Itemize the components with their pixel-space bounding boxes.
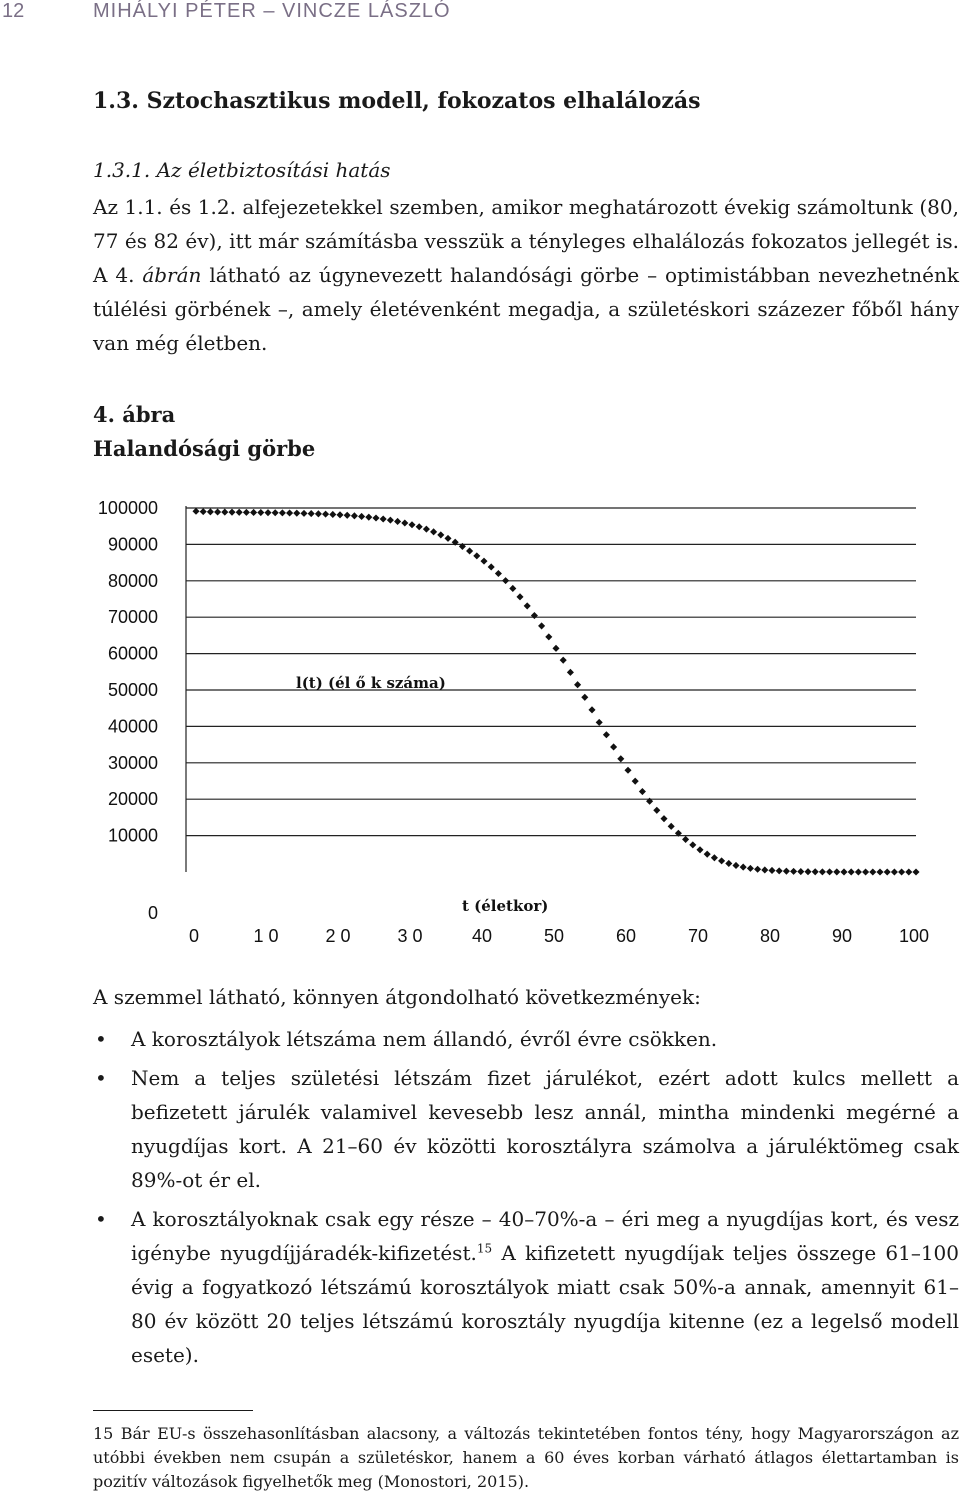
x-tick-label: 2 0 (325, 926, 351, 946)
list-item-text (131, 1207, 959, 1367)
data-point (812, 868, 819, 875)
bullet-icon: • (95, 1027, 107, 1051)
y-tick-label: 90000 (107, 534, 158, 555)
data-point (552, 645, 559, 652)
y-tick-label: 10000 (107, 825, 158, 846)
x-tick-label: 70 (687, 926, 709, 946)
data-point (891, 868, 898, 875)
y-tick-label: 50000 (107, 680, 158, 700)
data-point (740, 864, 747, 871)
x-tick-label: 1 0 (253, 926, 279, 946)
data-point (610, 743, 617, 750)
data-point (718, 857, 725, 864)
x-tick-label: 60 (615, 926, 637, 946)
x-tick-label: 50 (543, 926, 565, 946)
series-annotation: l(t) (él ő k száma) (296, 674, 446, 692)
data-point (617, 755, 624, 762)
data-point (797, 868, 804, 875)
data-point (869, 868, 876, 875)
data-point (754, 866, 761, 873)
data-point (761, 866, 768, 873)
data-point (819, 868, 826, 875)
data-point (653, 807, 660, 814)
y-tick-label: 0 (147, 903, 158, 923)
data-point (430, 528, 437, 535)
data-point (912, 868, 919, 875)
data-point (581, 694, 588, 701)
data-point (596, 719, 603, 726)
data-point (264, 509, 271, 516)
data-point (545, 633, 552, 640)
footnote-ref[interactable]: 15 (476, 1241, 493, 1256)
data-point (502, 577, 509, 584)
intro-paragraph (93, 190, 959, 360)
data-point (272, 509, 279, 516)
data-point (711, 854, 718, 861)
data-point (624, 767, 631, 774)
y-tick-label: 60000 (107, 643, 158, 664)
data-point (236, 509, 243, 516)
footnote-rule (93, 1410, 253, 1411)
data-point (466, 547, 473, 554)
data-point (250, 509, 257, 516)
data-point (725, 860, 732, 867)
data-point (884, 868, 891, 875)
data-point (524, 602, 531, 609)
data-point (567, 669, 574, 676)
data-point (473, 552, 480, 559)
data-point (365, 514, 372, 521)
data-point (639, 788, 646, 795)
y-tick-label: 80000 (107, 570, 158, 591)
data-point (351, 512, 358, 519)
list-item-text: A korosztályok létszáma nem állandó, évről évre csökken. (131, 1027, 718, 1051)
data-point (192, 508, 199, 515)
data-point (322, 511, 329, 518)
page-number: 12 (2, 0, 25, 22)
x-tick-label: 90 (831, 926, 853, 946)
data-point (444, 535, 451, 542)
section-title: 1.3. Sztochasztikus modell, fokozatos elhalálozás (93, 88, 701, 114)
data-point (826, 868, 833, 875)
x-axis-annotation: t (életkor) (462, 897, 549, 915)
list-item (93, 1202, 959, 1372)
data-point (804, 868, 811, 875)
data-point (833, 868, 840, 875)
data-point (286, 509, 293, 516)
x-tick-label: 3 0 (397, 926, 423, 946)
data-point (329, 511, 336, 518)
data-point (790, 868, 797, 875)
data-point (682, 836, 689, 843)
y-tick-label: 70000 (107, 607, 158, 628)
data-point (776, 867, 783, 874)
footnote: 15 Bár EU-s összehasonlításban alacsony, a változás tekintetében fontos tény, hogy Magyarországon az utóbbi években nem csupán a születéskor, hanem a 60 éves korban várható átlagos élettartamban is pozitív változások figyelhetők meg (Monostori, 2015). (93, 1424, 959, 1491)
y-tick-label: 20000 (107, 789, 158, 810)
data-point (488, 563, 495, 570)
data-point (696, 846, 703, 853)
mortality-chart (0, 480, 960, 960)
data-point (394, 518, 401, 525)
x-tick-label: 0 (188, 926, 200, 946)
data-point (293, 510, 300, 517)
consequences-list (93, 1022, 959, 1377)
data-point (560, 657, 567, 664)
data-point (279, 509, 286, 516)
data-point (358, 513, 365, 520)
data-point (228, 509, 235, 516)
y-tick-label: 30000 (107, 752, 158, 773)
data-point (437, 531, 444, 538)
data-point (336, 511, 343, 518)
data-point (308, 510, 315, 517)
data-point (401, 519, 408, 526)
running-head: MIHÁLYI PÉTER – VINCZE LÁSZLÓ (93, 0, 451, 22)
list-item-text-2: A kifizetett nyugdíjak teljes összege 61–100 évig a fogyatkozó létszámú korosztályok miatt csak 50%-a annak, amennyit 61–80 év között 20 teljes létszámú korosztály nyugdíja kitenne (ez a legelső modell esete). (131, 1241, 960, 1367)
data-point (732, 862, 739, 869)
subsection-title: 1.3.1. Az életbiztosítási hatás (93, 158, 391, 182)
data-point (876, 868, 883, 875)
data-point (855, 868, 862, 875)
figure-caption (93, 398, 315, 466)
x-tick-label: 40 (471, 926, 493, 946)
data-point (214, 508, 221, 515)
data-point (257, 509, 264, 516)
intro-emphasis: ábrán (142, 263, 202, 287)
data-point (574, 681, 581, 688)
data-point (372, 514, 379, 521)
data-point (480, 558, 487, 565)
list-item-text-1: A korosztályoknak csak egy része – 40–70%-a – éri meg a nyugdíjas kort, és vesz igénybe nyugdíjjáradék-kifizetést. (131, 1207, 959, 1265)
x-tick-label: 100 (898, 926, 930, 946)
intro-text-2: látható az úgynevezett halandósági görbe – optimistábban nevezhetnénk túlélési görbének –, amely életévenként megadja, a születéskori százezer főből hány van még életben. (93, 263, 959, 355)
data-point (588, 706, 595, 713)
data-point (423, 526, 430, 533)
x-tick-label: 80 (759, 926, 781, 946)
data-point (387, 517, 394, 524)
intro-text-1: Az 1.1. és 1.2. alfejezetekkel szemben, amikor meghatározott évekig számoltunk (80, 77 és 82 év), itt már számításba vesszük a tényleges elhalálozás fokozatos jellegét is. A 4. (93, 195, 959, 287)
data-point (747, 865, 754, 872)
data-point (300, 510, 307, 517)
data-point (315, 510, 322, 517)
list-item (93, 1061, 959, 1197)
bullet-icon: • (95, 1207, 107, 1231)
data-point (840, 868, 847, 875)
data-point (768, 867, 775, 874)
data-point (243, 509, 250, 516)
data-point (531, 612, 538, 619)
consequences-intro: A szemmel látható, könnyen átgondolható következmények: (93, 985, 701, 1009)
data-point (538, 622, 545, 629)
data-point (905, 868, 912, 875)
data-point (509, 585, 516, 592)
data-point (632, 778, 639, 785)
data-point (516, 593, 523, 600)
data-point (689, 841, 696, 848)
data-point (416, 523, 423, 530)
data-point (207, 508, 214, 515)
figure-number: 4. ábra (93, 402, 176, 427)
data-point (660, 815, 667, 822)
data-point (603, 731, 610, 738)
bullet-icon: • (95, 1066, 107, 1090)
figure-title: Halandósági görbe (93, 436, 316, 461)
data-point (200, 508, 207, 515)
data-point (862, 868, 869, 875)
data-point (848, 868, 855, 875)
y-tick-label: 100000 (97, 498, 158, 518)
list-item (93, 1022, 959, 1056)
data-point (380, 515, 387, 522)
data-point (668, 823, 675, 830)
data-point (221, 509, 228, 516)
data-point (704, 851, 711, 858)
data-point (783, 868, 790, 875)
data-point (408, 521, 415, 528)
data-point (344, 512, 351, 519)
y-tick-label: 40000 (107, 716, 158, 737)
data-point (898, 868, 905, 875)
list-item-text: Nem a teljes születési létszám fizet járulékot, ezért adott kulcs mellett a befizetett járulék valamivel kevesebb lesz annál, mintha mindenki megérné a nyugdíjas kort. A 21–60 év közötti korosztályra számolva a járuléktömeg csak 89%-ot ér el. (131, 1066, 959, 1192)
data-point (495, 570, 502, 577)
